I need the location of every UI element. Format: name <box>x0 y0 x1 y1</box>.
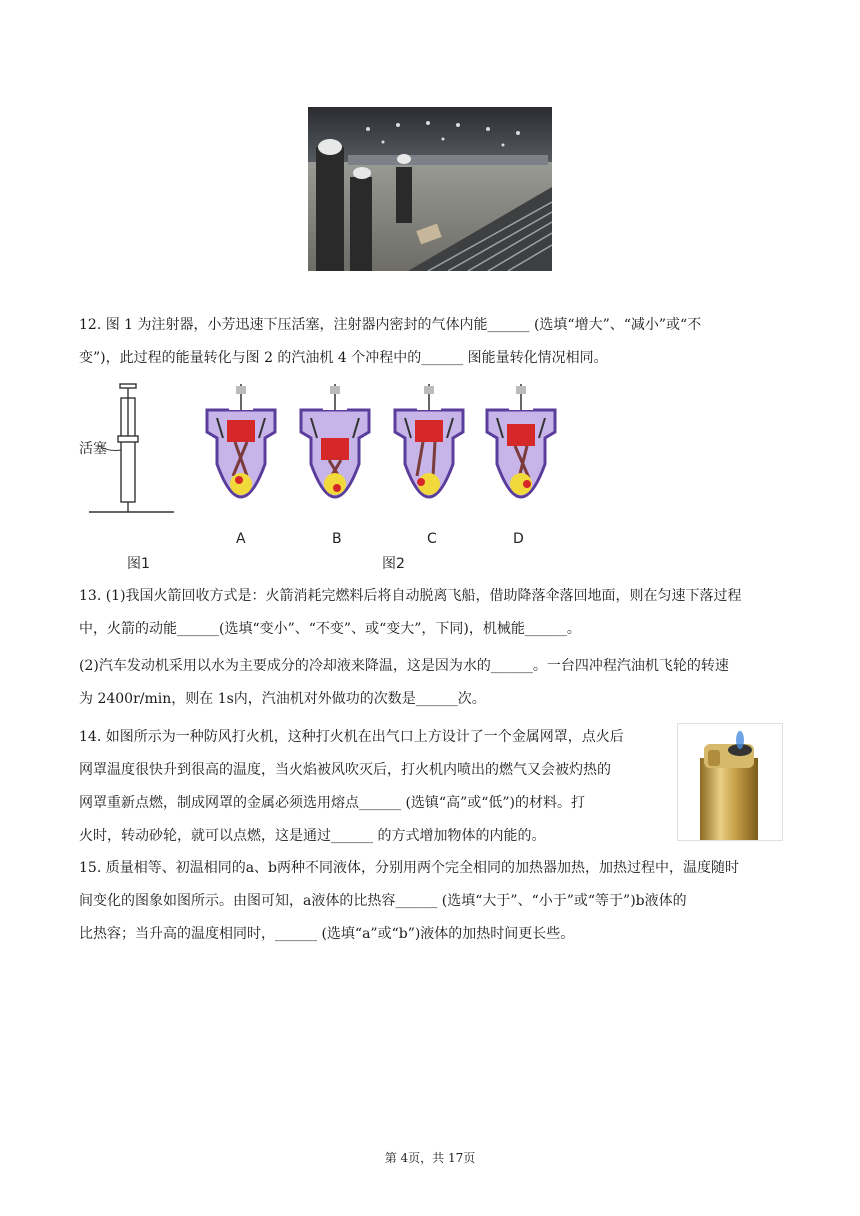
q14-line-2: 网罩温度很快升到很高的温度，当火焰被风吹灭后，打火机内喷出的燃气又会被灼热的 <box>79 762 611 778</box>
engine-stroke-a <box>199 380 283 524</box>
engine-stroke-c <box>387 380 471 524</box>
q14-line-3: 网罩重新点燃，制成网罩的金属必须选用熔点______ (选镇“高”或“低”)的材料。打 <box>79 795 586 811</box>
engine-figure-row <box>79 380 579 580</box>
q14-line-1: 14. 如图所示为一种防风打火机，这种打火机在出气口上方设计了一个金属网罩，点火后 <box>79 729 624 745</box>
q13-line-1: 13. (1)我国火箭回收方式是：火箭消耗完燃料后将自动脱离飞船，借助降落伞落回地面，则在匀速下落过程 <box>79 588 742 604</box>
option-b-label: B <box>332 531 342 547</box>
page-footer: 第 4页，共 17页 <box>384 1151 476 1165</box>
option-a-label: A <box>236 531 246 547</box>
fig2-caption: 图2 <box>382 556 405 572</box>
windproof-lighter-photo <box>677 723 783 841</box>
option-c-label: C <box>427 531 437 547</box>
piston-label: 活塞 <box>79 441 107 457</box>
option-d-label: D <box>513 531 524 547</box>
q15-line-2: 间变化的图象如图所示。由图可知，a液体的比热容______ (选填“大于”、“小于”或“等于”)b液体的 <box>79 893 687 909</box>
q15-line-3: 比热容；当升高的温度相同时，______ (选填“a”或“b”)液体的加热时间更长些。 <box>79 926 575 942</box>
engine-stroke-b <box>293 380 377 524</box>
q12-line-1: 12. 图 1 为注射器，小芳迅速下压活塞，注射器内密封的气体内能______ (选填“增大”、“减小”或“不 <box>79 317 702 333</box>
q13-line-3: (2)汽车发动机采用以水为主要成分的冷却液来降温，这是因为水的______。一台四冲程汽油机飞轮的转速 <box>79 658 729 674</box>
engine-stroke-d <box>479 380 563 524</box>
construction-site-photo <box>308 107 552 271</box>
q12-line-2: 变”)，此过程的能量转化与图 2 的汽油机 4 个冲程中的______ 图能量转化情况相同。 <box>79 350 608 366</box>
fig1-caption: 图1 <box>127 556 150 572</box>
q13-line-2: 中，火箭的动能______(选填“变小”、“不变”、或“变大”，下同)，机械能______。 <box>79 621 581 637</box>
q14-line-4: 火时，转动砂轮，就可以点燃，这是通过______ 的方式增加物体的内能的。 <box>79 828 546 844</box>
q13-line-4: 为 2400r/min，则在 1s内，汽油机对外做功的次数是______次。 <box>79 691 486 707</box>
q15-line-1: 15. 质量相等、初温相同的a、b两种不同液体，分别用两个完全相同的加热器加热，加热过程中，温度随时 <box>79 860 740 876</box>
